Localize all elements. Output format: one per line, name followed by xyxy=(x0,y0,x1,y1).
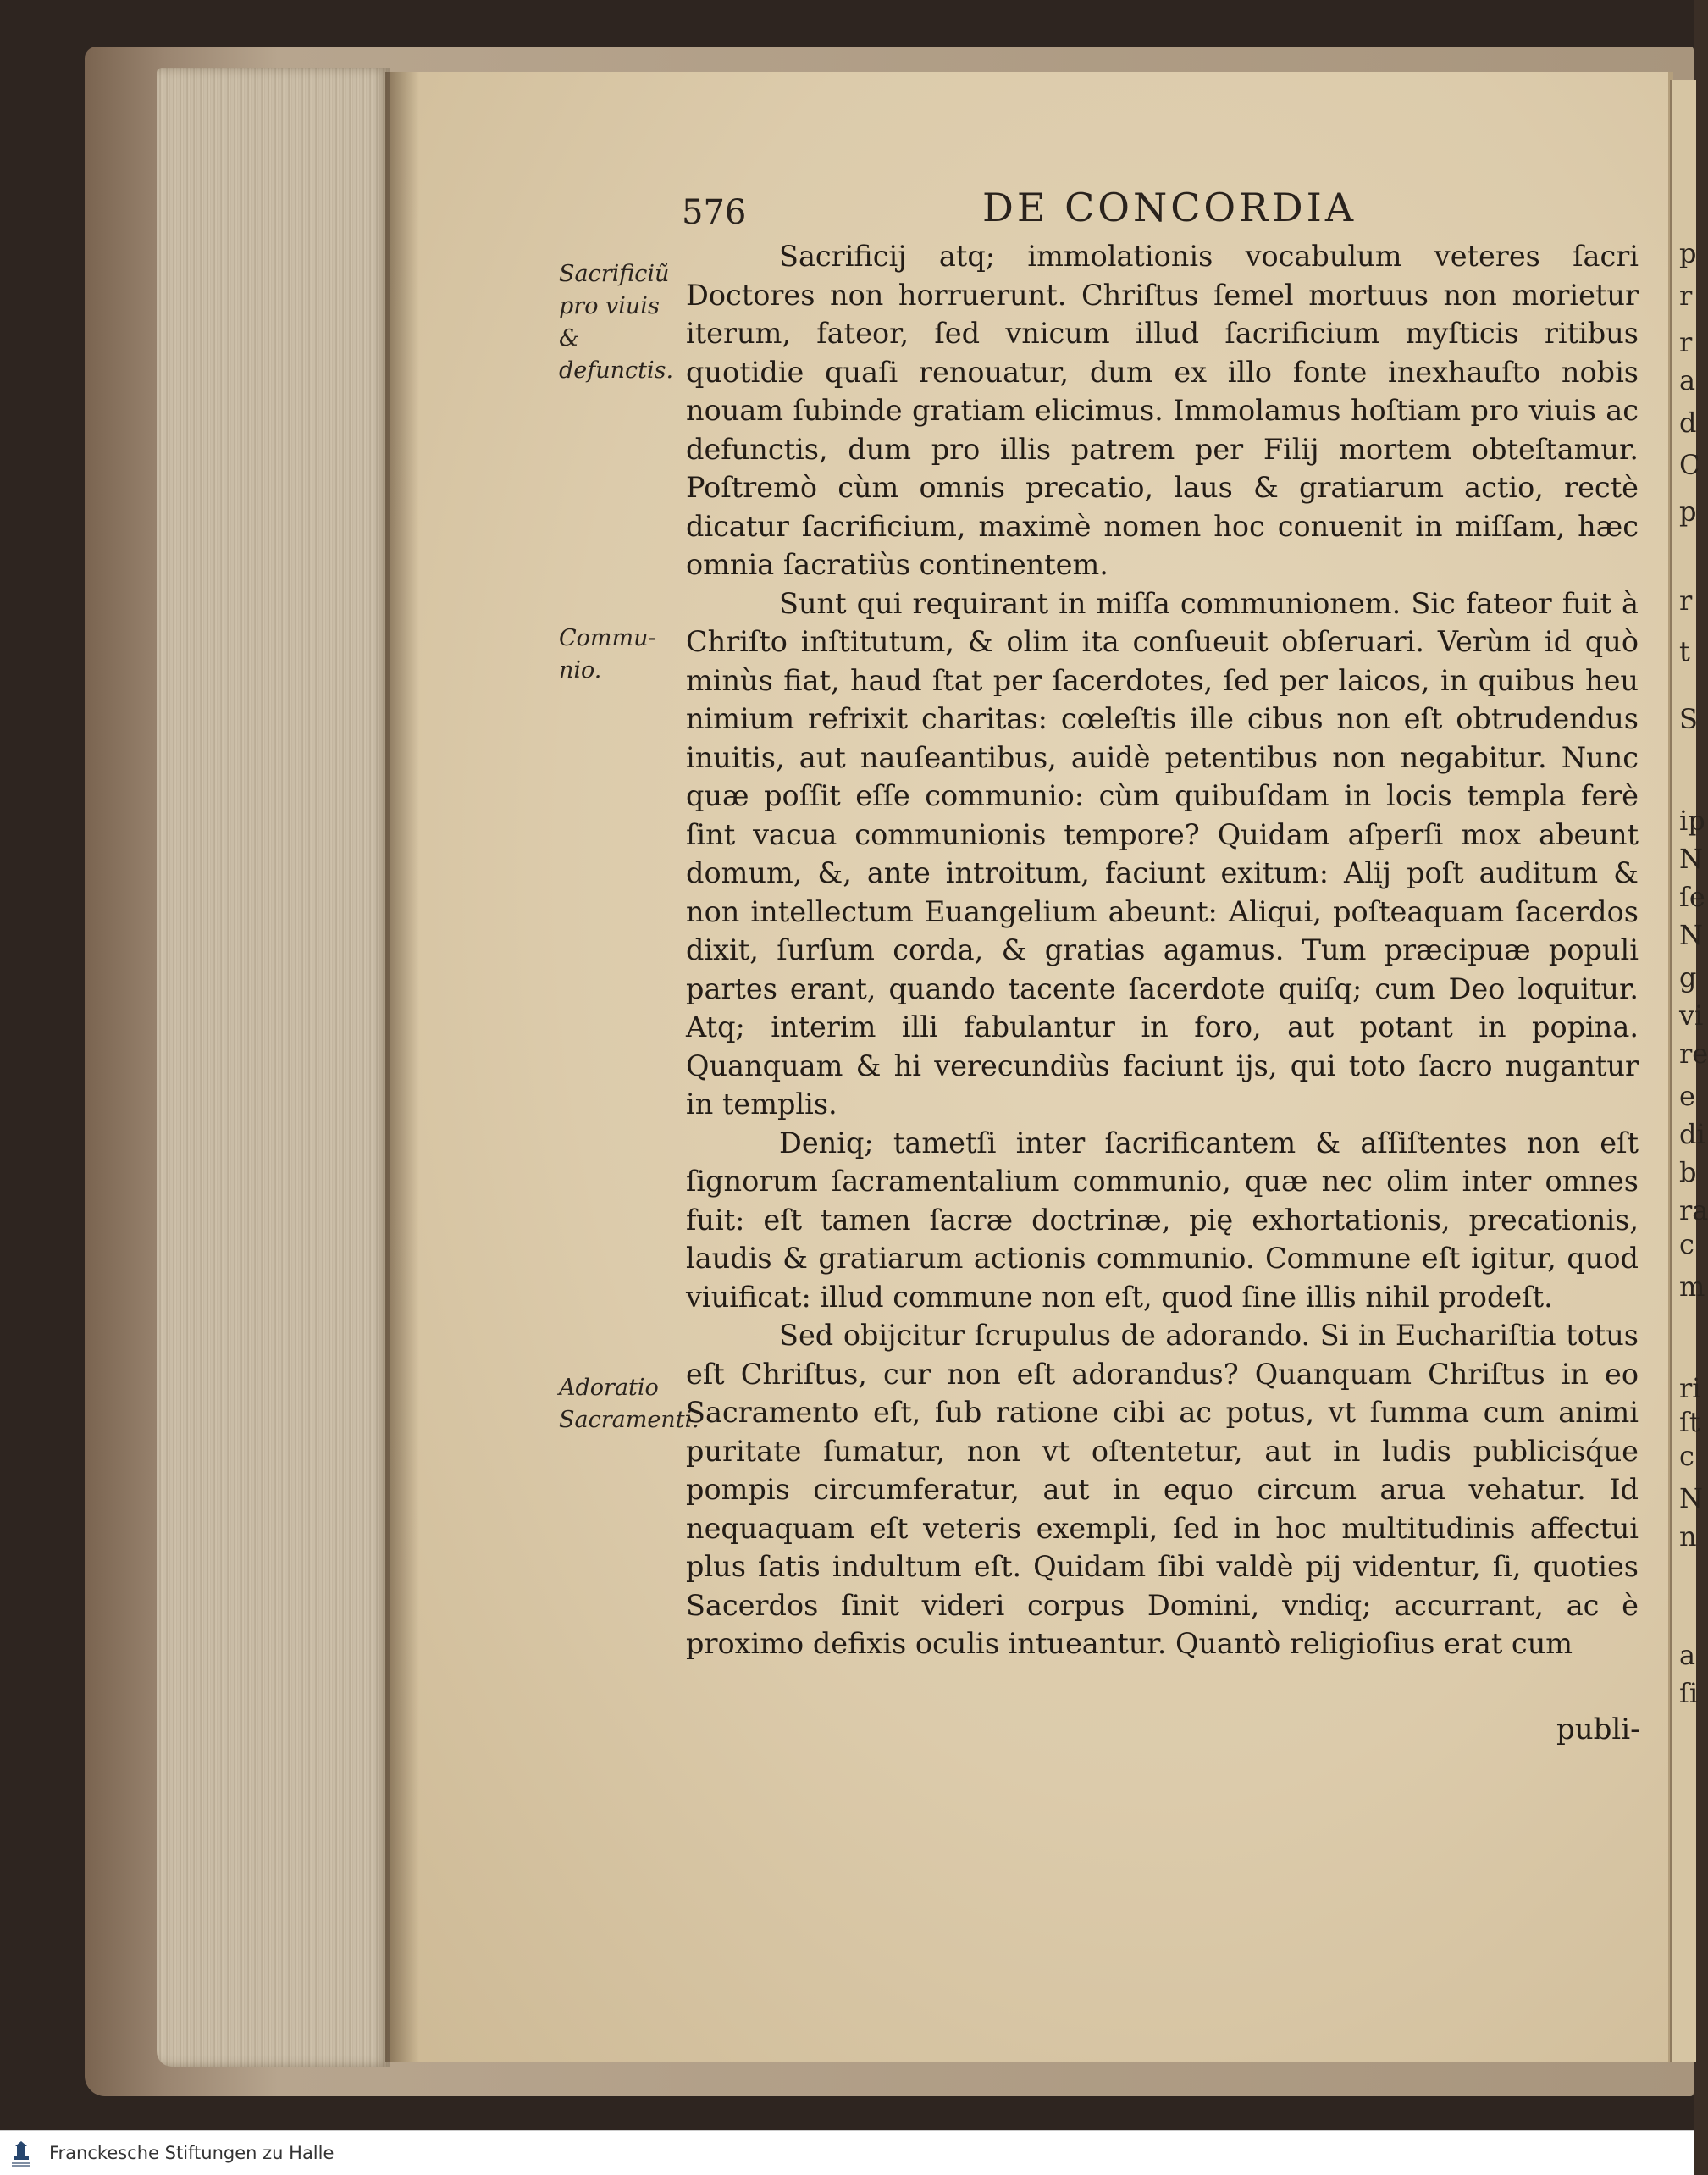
next-page-fragment: p xyxy=(1679,495,1697,528)
page-edges xyxy=(157,68,390,2067)
next-page-fragment: p xyxy=(1679,237,1697,269)
next-page-fragment: S xyxy=(1679,703,1698,735)
next-page-fragment: a xyxy=(1679,1639,1696,1671)
paragraph-adoratio: Sed obijcitur ſcrupulus de adorando. Si in Euchariſtia totus eſt Chriſtus, cur non eſt adorandus? Quanquam Chriſtus in eo Sacramento eſt, ſub ratione cibi ac potus, vt ſumma cum animi puritate ſumatur, non vt oſtentetur, aut in ludis publicisq́ue pompis circumferatur, aut in equo circum arua vehatur. Id nequaquam eſt veteris exempli, ſed in hoc multitudinis affectui plus ſatis indultum eſt. Quidam ſibi valdè pij videntur, ſi, quoties Sacerdos ſinit videri corpus Domini, vndiq; accurrant, ac è proximo defixis oculis intueantur. Quantò religioſius erat cum xyxy=(686,1319,1639,1660)
next-page-fragment: N xyxy=(1679,1482,1703,1514)
next-page-fragment: ſe xyxy=(1679,881,1705,913)
next-page-fragment: d xyxy=(1679,407,1697,439)
next-page-fragment: C xyxy=(1679,449,1700,481)
next-page-fragment: ſi xyxy=(1679,1677,1699,1709)
catchword: publi- xyxy=(1556,1713,1640,1746)
next-page-fragment: m xyxy=(1679,1270,1705,1303)
page-title: DE CONCORDIA xyxy=(982,185,1357,230)
next-page-fragment: re xyxy=(1679,1038,1708,1070)
marginal-note-sacrificium: Sacrificiũ pro viuis & defunctis. xyxy=(559,261,674,384)
next-page-fragment: b xyxy=(1679,1156,1697,1188)
next-page-fragment: a xyxy=(1679,364,1696,396)
next-page-fragment: g xyxy=(1679,961,1697,993)
next-page-fragment: n xyxy=(1679,1520,1697,1552)
institution-logo-icon xyxy=(7,2139,36,2168)
next-page-fragment: r xyxy=(1679,279,1693,312)
next-page-fragment: ra xyxy=(1679,1194,1708,1226)
next-page-fragment: t xyxy=(1679,635,1690,667)
next-page-edge xyxy=(1670,80,1708,2062)
page-number: 576 xyxy=(682,193,747,232)
next-page-fragment: e xyxy=(1679,1080,1695,1112)
next-page-fragment: r xyxy=(1679,584,1693,617)
next-page-fragment: di xyxy=(1679,1118,1705,1150)
marginal-note-communio: Commu-nio. xyxy=(559,625,656,683)
next-page-fragment: c xyxy=(1679,1228,1694,1260)
next-page-fragment: N xyxy=(1679,919,1703,951)
next-page-fragment: r xyxy=(1679,326,1693,358)
paragraph-communio: Sunt qui requirant in miſſa communionem. Sic fateor fuit à Chriſto inſtitutum, & olim ita conſueuit obſeruari. Verùm id quò minùs fiat, haud ſtat per ſacerdotes, ſed per laicos, in quibus heu nimium refrixit charitas: cœleſtis ille cibus non eſt obtrudendus inuitis, aut nauſeantibus, auidè petentibus non negabitur. Nunc quæ poſſit eſſe communio: cùm quibuſdam in locis templa ferè ſint vacua communionis tempore? Quidam aſperſi mox abeunt domum, &, ante introitum, faciunt exitum: Alij poſt auditum & non intellectum Euangelium abeunt: Aliqui, poſteaquam ſacerdos dixit, ſurſum corda, & gratias agamus. Tum præcipuæ populi partes erant, quando tacente ſacerdote quiſq; cum Deo loquitur. Atq; interim illi fabulantur in foro, aut potant in popina. Quanquam & hi verecundiùs faciunt ijs, qui toto ſacro nugantur in templis. xyxy=(686,586,1639,1121)
next-page-fragment: vi xyxy=(1679,999,1704,1032)
marginal-note-adoratio: Adoratio Sacramenti. xyxy=(559,1375,699,1433)
footer-bar xyxy=(0,2130,1694,2175)
next-page-fragment: ri xyxy=(1679,1372,1701,1404)
paragraph-denique: Deniq; tametſi inter ſacrificantem & aſſiſtentes non eſt ſignorum ſacramentalium communio, quæ nec olim inter omnes fuit: eſt tamen ſacræ doctrinæ, pię exhortationis, precationis, laudis & gratiarum actionis communio. Commune eſt igitur, quod viuificat: illud commune non eſt, quod ſine illis nihil prodeſt. xyxy=(686,1126,1639,1314)
main-text-block xyxy=(686,237,1639,1762)
footer-institution-name: Franckesche Stiftungen zu Halle xyxy=(49,2143,334,2163)
next-page-fragment: N xyxy=(1679,843,1703,875)
spine-shadow xyxy=(385,72,419,2062)
next-page-fragment: c xyxy=(1679,1440,1694,1472)
paragraph-sacrificium: Sacrificij atq; immolationis vocabulum veteres ſacri Doctores non horruerunt. Chriſtus ſemel mortuus non morietur iterum, fateor, ſed vnicum illud ſacrificium myſticis ritibus quotidie quaſi renouatur, dum ex illo fonte inexhauſto nobis nouam ſubinde gratiam elicimus. Immolamus hoſtiam pro viuis ac defunctis, dum pro illis patrem per Filij mortem obteſtamur. Poſtremò cùm omnis precatio, laus & gratiarum actio, rectè dicatur ſacrificium, maximè nomen hoc conuenit in miſſam, hæc omnia ſacratiùs continentem. xyxy=(686,240,1639,581)
next-page-fragment: ip xyxy=(1679,805,1705,837)
next-page-fragment: ſt xyxy=(1679,1406,1700,1438)
